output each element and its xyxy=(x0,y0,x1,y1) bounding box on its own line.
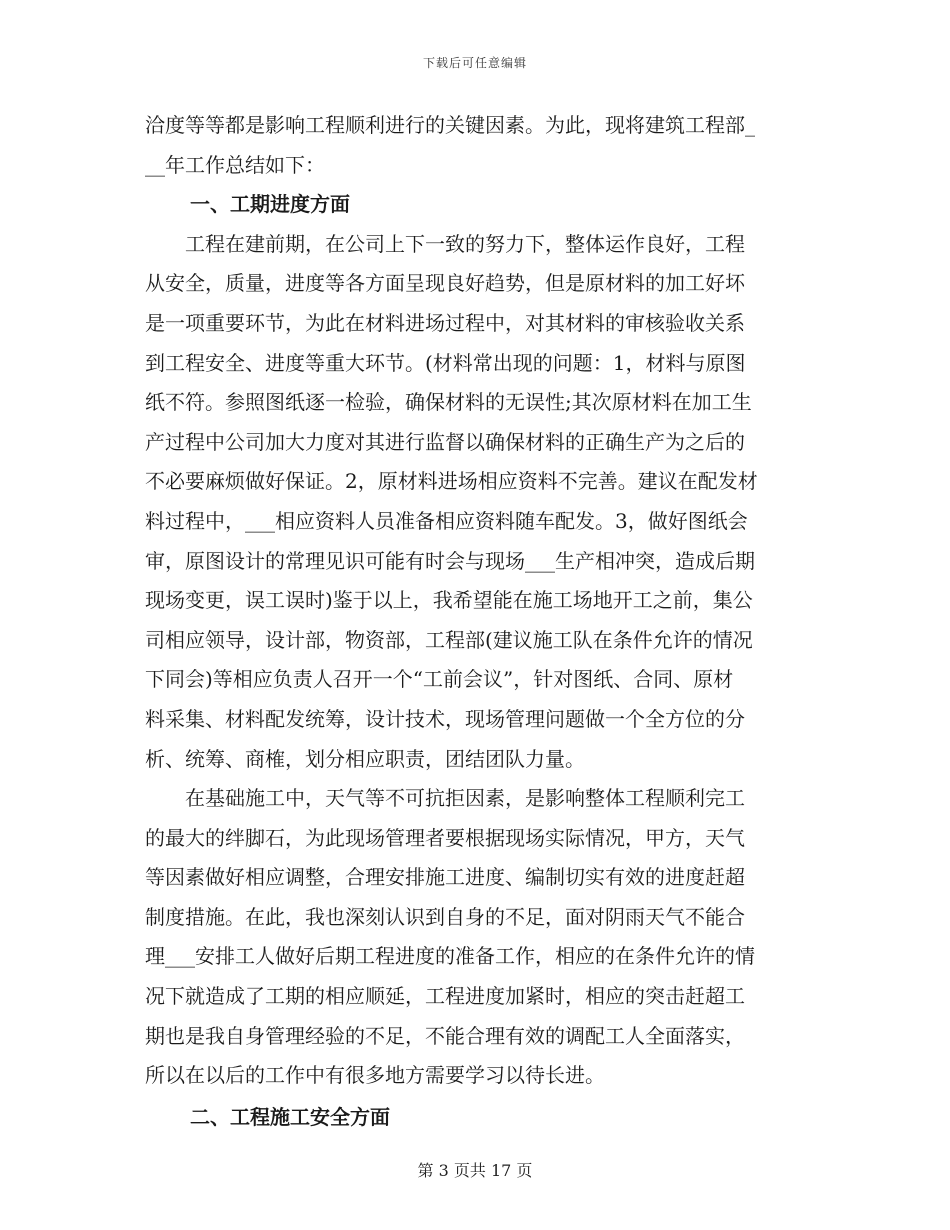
paragraph-line: 析、统筹、商榷，划分相应职责，团结团队力量。 xyxy=(145,746,585,771)
paragraph-line: 期也是我自身管理经验的不足，不能合理有效的调配工人全面落实， xyxy=(145,1023,745,1048)
paragraph-line: 在基础施工中，天气等不可抗拒因素，是影响整体工程顺利完工 xyxy=(185,786,745,811)
paragraph-line: 现场变更，误工误时)鉴于以上，我希望能在施工场地开工之前，集公 xyxy=(145,588,753,613)
paragraph-line: 从安全，质量，进度等各方面呈现良好趋势，但是原材料的加工好坏 xyxy=(145,271,745,296)
paragraph-line: 到工程安全、进度等重大环节。(材料常出现的问题：1，材料与原图 xyxy=(145,350,746,375)
paragraph-line: 所以在以后的工作中有很多地方需要学习以待长进。 xyxy=(145,1063,605,1088)
page-number: 第 3 页共 17 页 xyxy=(417,1161,533,1180)
paragraph-line: 等因素做好相应调整，合理安排施工进度、编制切实有效的进度赶超 xyxy=(145,865,745,890)
paragraph-line: 纸不符。参照图纸逐一检验，确保材料的无误性;其次原材料在加工生 xyxy=(145,390,752,415)
paragraph-line: 理___安排工人做好后期工程进度的准备工作，相应的在条件允许的情 xyxy=(145,944,755,969)
section-heading-safety: 二、工程施工安全方面 xyxy=(190,1104,390,1129)
paragraph-line: __年工作总结如下： xyxy=(145,152,325,177)
paragraph-line: 洽度等等都是影响工程顺利进行的关键因素。为此，现将建筑工程部_ xyxy=(145,113,755,137)
paragraph-line: 下同会)等相应负责人召开一个“工前会议”，针对图纸、合同、原材 xyxy=(145,667,734,692)
paragraph-line: 料过程中，___相应资料人员准备相应资料随车配发。3，做好图纸会 xyxy=(145,508,748,533)
paragraph-line: 制度措施。在此，我也深刻认识到自身的不足，面对阴雨天气不能合 xyxy=(145,904,745,929)
paragraph-line: 司相应领导，设计部，物资部，工程部(建议施工队在条件允许的情况 xyxy=(145,627,753,652)
paragraph-line: 审，原图设计的常理见识可能有时会与现场___生产相冲突，造成后期 xyxy=(145,548,755,573)
paragraph-line: 的最大的绊脚石，为此现场管理者要根据现场实际情况，甲方，天气 xyxy=(145,825,745,850)
paragraph-line: 是一项重要环节，为此在材料进场过程中，对其材料的审核验收关系 xyxy=(145,310,745,335)
paragraph-line: 料采集、材料配发统筹，设计技术，现场管理问题做一个全方位的分 xyxy=(145,706,745,731)
page-header: 下载后可任意编辑 xyxy=(422,56,527,70)
paragraph-line: 产过程中公司加大力度对其进行监督以确保材料的正确生产为之后的 xyxy=(145,429,745,454)
section-heading-schedule: 一、工期进度方面 xyxy=(190,192,350,217)
document-body xyxy=(145,106,815,1137)
paragraph-line: 工程在建前期，在公司上下一致的努力下，整体运作良好，工程 xyxy=(185,231,745,256)
paragraph-line: 况下就造成了工期的相应顺延，工程进度加紧时，相应的突击赶超工 xyxy=(145,984,745,1009)
paragraph-line: 不必要麻烦做好保证。2，原材料进场相应资料不完善。建议在配发材 xyxy=(145,469,758,494)
